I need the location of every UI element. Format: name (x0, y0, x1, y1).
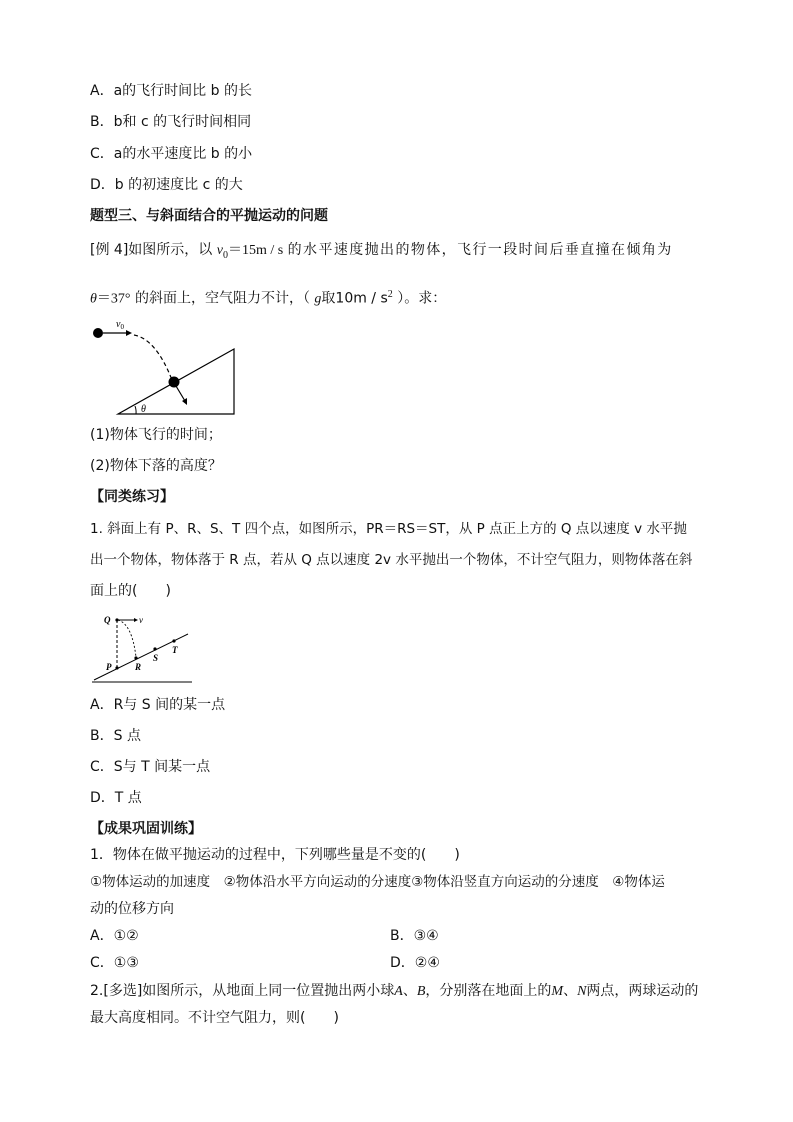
practice-q1-line-2: 出一个物体，物体落于 R 点，若从 Q 点以速度 2v 水平抛出一个物体，不计空气阻力，则物体落在斜 (90, 552, 693, 568)
option-a-top: A．a的飞行时间比 b 的长 (90, 83, 252, 99)
theta-label: θ (141, 404, 146, 415)
label-s: S (153, 653, 159, 663)
v-arrow-head (134, 618, 138, 622)
label-p: P (106, 662, 112, 672)
question-2: (2)物体下落的高度？ (90, 458, 222, 474)
impact-ball (169, 377, 180, 388)
velocity-arrow-head (126, 330, 132, 336)
option-b-top: B．b和 c 的飞行时间相同 (90, 114, 252, 130)
consolidation-q2-line-1: 2.[多选]如图所示，从地面上同一位置抛出两小球A、B，分别落在地面上的M、N两点，两球运动的 (90, 983, 699, 999)
practice-option-a: A．R与 S 间的某一点 (90, 697, 226, 713)
consolidation-q1-option-c: C．①③ (90, 955, 139, 971)
incline-points-figure (92, 610, 202, 685)
label-r: R (135, 662, 142, 672)
trajectory-to-r (118, 620, 136, 657)
example-4-line-2: θ＝37° 的斜面上，空气阻力不计，（ g取$10m / s^2$ ）。求： (90, 289, 447, 307)
consolidation-q2-line-2: 最大高度相同。不计空气阻力，则( ) (90, 1010, 339, 1026)
practice-option-d: D．T 点 (90, 790, 142, 806)
consolidation-q1-stem: 1．物体在做平抛运动的过程中，下列哪些量是不变的( ) (90, 847, 460, 863)
label-v: v (139, 615, 143, 625)
incline-projectile-figure (86, 317, 246, 417)
trajectory-curve (134, 335, 172, 380)
point-r (134, 656, 137, 659)
practice-q1-line-1: 1. 斜面上有 P、R、S、T 四个点，如图所示，PR＝RS＝ST，从 P 点正上方的 Q 点以速度 v 水平抛 (90, 521, 687, 537)
label-q: Q (104, 615, 111, 625)
point-t (172, 639, 175, 642)
launch-ball (93, 328, 103, 338)
consolidation-q1-items-line-2: 动的位移方向 (90, 901, 174, 917)
point-p (115, 666, 118, 669)
v0-label: $v_0$ (116, 319, 124, 331)
example-4-line-1: [例 4]如图所示，以 $v_0=15m / s$ 的水平速度抛出的物体，飞行一段时间后垂直撞在倾角为 (90, 242, 673, 261)
question-1: (1)物体飞行的时间； (90, 427, 222, 443)
consolidation-q1-option-d: D．②④ (390, 955, 440, 971)
label-t: T (172, 645, 178, 655)
point-s (153, 647, 156, 650)
option-d-top: D．b 的初速度比 c 的大 (90, 177, 243, 193)
consolidation-q1-option-b: B．③④ (390, 928, 439, 944)
option-c-top: C．a的水平速度比 b 的小 (90, 146, 253, 162)
practice-option-c: C．S与 T 间某一点 (90, 759, 211, 775)
practice-q1-line-3: 面上的( ) (90, 583, 171, 599)
practice-title: 【同类练习】 (90, 489, 174, 505)
consolidation-q1-option-a: A．①② (90, 928, 139, 944)
impact-velocity-arrow (176, 386, 185, 401)
section-title: 题型三、与斜面结合的平抛运动的问题 (90, 208, 328, 224)
consolidation-title: 【成果巩固训练】 (90, 821, 202, 837)
consolidation-q1-items-line-1: ①物体运动的加速度 ②物体沿水平方向运动的分速度③物体沿竖直方向运动的分速度 ④物体运 (90, 874, 665, 890)
practice-option-b: B．S 点 (90, 728, 141, 744)
angle-arc (135, 406, 136, 414)
